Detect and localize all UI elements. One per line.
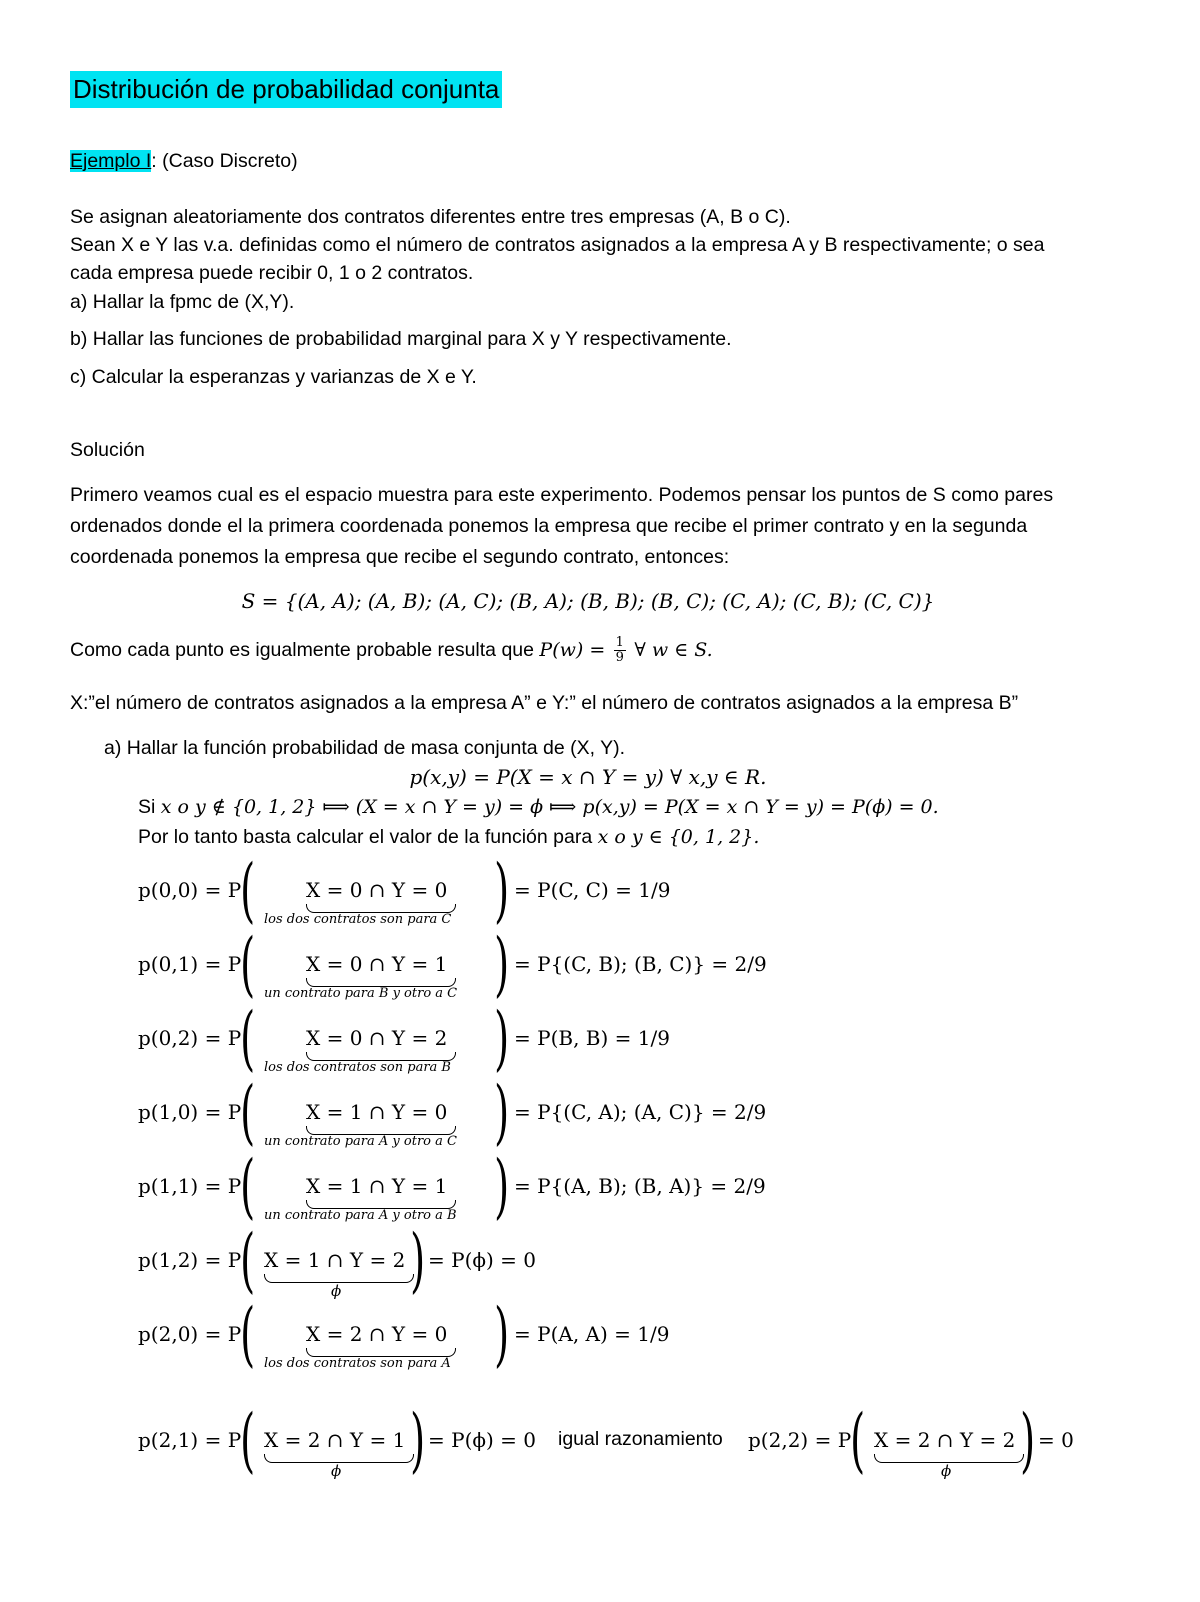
right-paren: ): [494, 1071, 510, 1153]
equation-event: X = 2 ∩ Y = 1: [264, 1428, 406, 1452]
underbrace-label: un contrato para B y otro a C: [264, 986, 458, 1001]
equation-rhs: = P(A, A) = 1/9: [514, 1322, 670, 1346]
equation-lhs-2: p(2,2) = P: [748, 1428, 852, 1452]
equation-rhs: = P(ϕ) = 0: [428, 1248, 537, 1272]
equation-rhs: = P(ϕ) = 0: [428, 1428, 537, 1452]
left-paren: (: [850, 1399, 866, 1481]
right-paren: ): [410, 1219, 426, 1301]
underbrace-label: los dos contratos son para C: [264, 912, 452, 927]
statement-line-1: Se asignan aleatoriamente dos contratos diferentes entre tres empresas (A, B o C).: [70, 206, 791, 228]
left-paren: (: [240, 849, 256, 931]
question-a: a) Hallar la fpmc de (X,Y).: [70, 291, 295, 313]
underbrace-label: un contrato para A y otro a C: [264, 1134, 457, 1149]
solution-label: Solución: [70, 439, 145, 461]
equation-rhs: = P(B, B) = 1/9: [514, 1026, 670, 1050]
intro-line-3: coordenada ponemos la empresa que recibe el segundo contrato, entonces:: [70, 546, 730, 568]
line3-text: Por lo tanto basta calcular el valor de la función para: [138, 826, 593, 848]
underbrace-label: ϕ: [331, 1462, 342, 1480]
equation-rhs: = P(C, C) = 1/9: [514, 878, 671, 902]
sample-space: S = {(A, A); (A, B); (A, C); (B, A); (B, B); (B, C); (C, A); (C, B); (C, C)}: [241, 589, 935, 613]
equation-event: X = 1 ∩ Y = 2: [264, 1248, 406, 1272]
line3-math: x o y ∈ {0, 1, 2}.: [597, 826, 760, 848]
equation-lhs: p(1,0) = P: [138, 1100, 242, 1124]
underbrace-label: ϕ: [941, 1462, 952, 1480]
right-paren: ): [1020, 1399, 1036, 1481]
fraction-numerator: 1: [615, 635, 624, 651]
right-paren: ): [494, 849, 510, 931]
left-paren: (: [240, 997, 256, 1079]
line2-math: x o y ∉ {0, 1, 2} ⟾ (X = x ∩ Y = y) = ϕ ⟾ p(x,y) = P(X = x ∩ Y = y) = P(ϕ) = 0.: [160, 796, 939, 818]
underbrace-label: los dos contratos son para A: [264, 1356, 451, 1371]
underbrace-label: los dos contratos son para B: [264, 1060, 451, 1075]
xy-definition: X:”el número de contratos asignados a la empresa A” e Y:” el número de contratos asignados a la empresa B”: [70, 692, 1019, 714]
equiprob-rhs: ∀ w ∈ S.: [634, 639, 713, 661]
right-paren: ): [494, 1293, 510, 1375]
example-heading: [70, 148, 298, 174]
statement-line-2: Sean X e Y las v.a. definidas como el número de contratos asignados a la empresa A y B respectivamente; o sea: [70, 234, 1045, 256]
reasoning-text: igual razonamiento: [558, 1428, 723, 1450]
equation-event: X = 1 ∩ Y = 1: [306, 1174, 448, 1198]
statement-line-3: cada empresa puede recibir 0, 1 o 2 contratos.: [70, 262, 474, 284]
equation-lhs: p(2,1) = P: [138, 1428, 242, 1452]
equation-lhs: p(0,1) = P: [138, 952, 242, 976]
underbrace-label: ϕ: [331, 1282, 342, 1300]
intro-line-1: Primero veamos cual es el espacio muestra para este experimento. Podemos pensar los puntos de S como pares: [70, 484, 1054, 506]
equiprob-lhs: P(w) =: [539, 639, 606, 661]
equation-lhs: p(0,2) = P: [138, 1026, 242, 1050]
equation-event: X = 0 ∩ Y = 1: [306, 952, 448, 976]
left-paren: (: [240, 1399, 256, 1481]
equation-event: X = 0 ∩ Y = 0: [306, 878, 448, 902]
left-paren: (: [240, 923, 256, 1005]
equation-row-last: [138, 1399, 1098, 1482]
left-paren: (: [240, 1071, 256, 1153]
intro-line-2: ordenados donde el la primera coordenada ponemos la empresa que recibe el primer contrato y en la segunda: [70, 515, 1028, 537]
part-a-line-2: [138, 794, 939, 820]
page-title: Distribución de probabilidad conjunta: [70, 71, 502, 108]
equation-rhs: = P{(C, A); (A, C)} = 2/9: [514, 1100, 767, 1124]
left-paren: (: [240, 1293, 256, 1375]
example-label: Ejemplo I: [70, 150, 152, 172]
left-paren: (: [240, 1219, 256, 1301]
equiprobable-line: [70, 632, 713, 668]
equation-event-2: X = 2 ∩ Y = 2: [874, 1428, 1016, 1452]
equation-rhs-2: = 0: [1038, 1428, 1074, 1452]
equation-lhs: p(0,0) = P: [138, 878, 242, 902]
equiprob-text: Como cada punto es igualmente probable resulta que: [70, 639, 534, 661]
equation-event: X = 0 ∩ Y = 2: [306, 1026, 448, 1050]
example-case: : (Caso Discreto): [151, 150, 298, 172]
equation-lhs: p(2,0) = P: [138, 1322, 242, 1346]
equation-rhs: = P{(C, B); (B, C)} = 2/9: [514, 952, 767, 976]
fraction-denominator: 9: [615, 650, 624, 666]
equation-event: X = 2 ∩ Y = 0: [306, 1322, 448, 1346]
right-paren: ): [410, 1399, 426, 1481]
fraction: [614, 636, 626, 665]
left-paren: (: [240, 1145, 256, 1227]
pmf-definition: p(x,y) = P(X = x ∩ Y = y) ∀ x,y ∈ R.: [409, 765, 767, 789]
part-a-heading: a) Hallar la función probabilidad de masa conjunta de (X, Y).: [104, 737, 626, 759]
equation-rhs: = P{(A, B); (B, A)} = 2/9: [514, 1174, 766, 1198]
part-a-line-3: [138, 824, 759, 850]
right-paren: ): [494, 923, 510, 1005]
question-b: b) Hallar las funciones de probabilidad marginal para X y Y respectivamente.: [70, 328, 732, 350]
equation-lhs: p(1,1) = P: [138, 1174, 242, 1198]
right-paren: ): [494, 997, 510, 1079]
equation-lhs: p(1,2) = P: [138, 1248, 242, 1272]
line2-text: Si: [138, 796, 156, 818]
underbrace-label: un contrato para A y otro a B: [264, 1208, 457, 1223]
right-paren: ): [494, 1145, 510, 1227]
question-c: c) Calcular la esperanzas y varianzas de X e Y.: [70, 366, 477, 388]
equation-event: X = 1 ∩ Y = 0: [306, 1100, 448, 1124]
